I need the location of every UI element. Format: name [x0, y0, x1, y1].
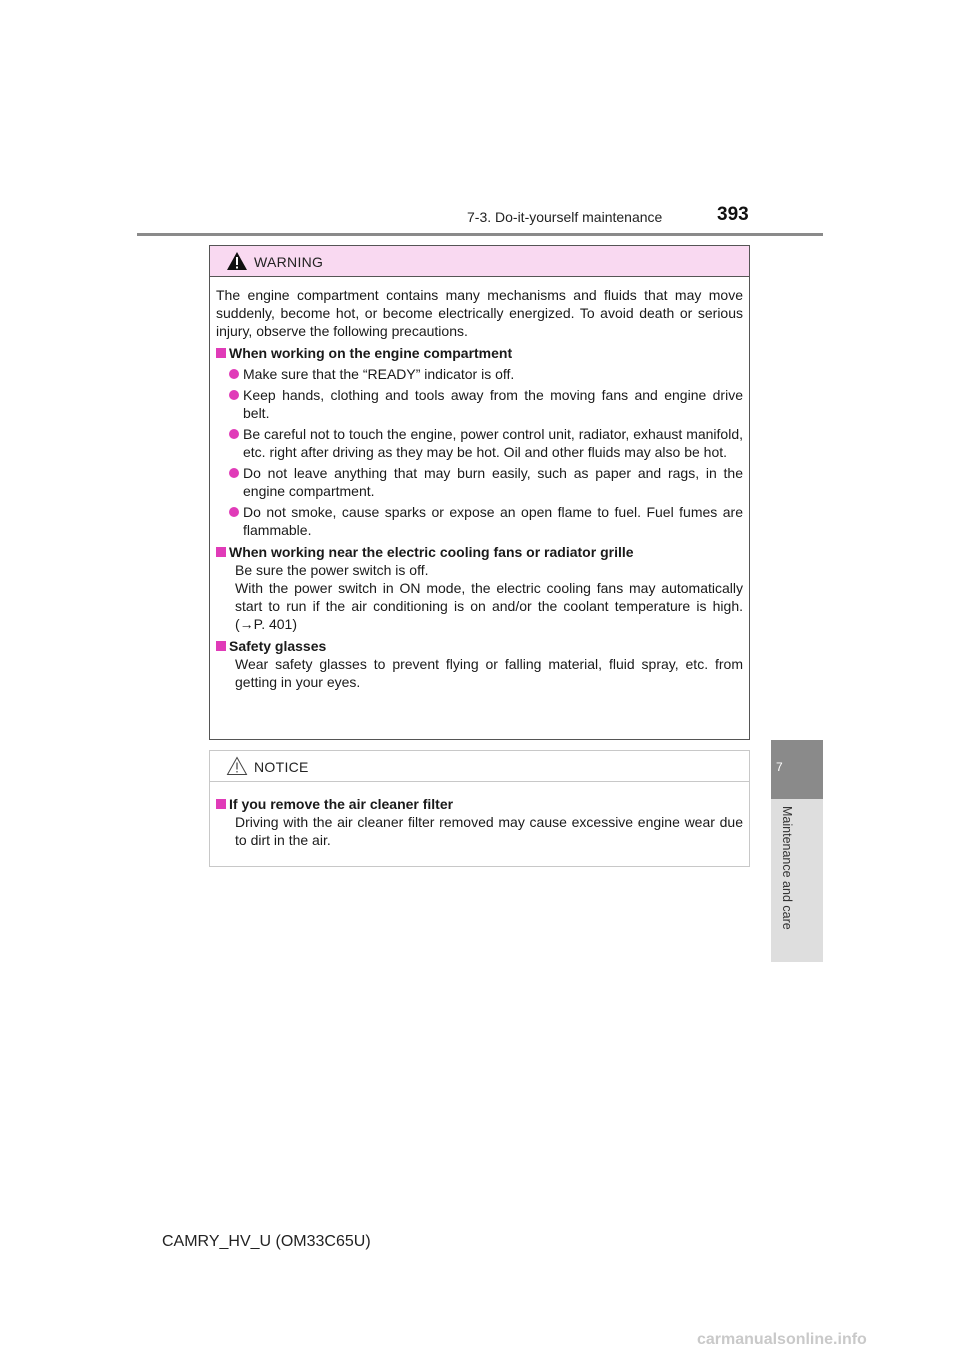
warning-body	[210, 277, 749, 691]
notice-triangle-icon	[226, 756, 248, 776]
warning-header	[210, 246, 749, 277]
notice-label: NOTICE	[254, 759, 309, 775]
notice-section-air-cleaner	[216, 795, 743, 813]
notice-box	[209, 750, 750, 867]
warning-triangle-icon	[226, 251, 248, 271]
bullet-dot-icon	[229, 429, 239, 439]
bullet-dot-icon	[229, 390, 239, 400]
page-number: 393	[717, 204, 749, 225]
section-text: Be sure the power switch is off.	[235, 562, 429, 578]
list-item	[216, 425, 743, 461]
model-code: CAMRY_HV_U (OM33C65U)	[162, 1233, 371, 1250]
section-title-air-cleaner: If you remove the air cleaner filter	[229, 796, 454, 812]
notice-header	[210, 751, 749, 782]
warning-box	[209, 245, 750, 740]
chapter-number: 7	[776, 760, 783, 774]
section-text: With the power switch in ON mode, the electric cooling fans may automatically start to run if the air conditioning is on and/or the coolant temperature is high. (→P. 401)	[235, 580, 743, 632]
section-text: Wear safety glasses to prevent flying or falling material, fluid spray, etc. from getting in your eyes.	[235, 656, 743, 690]
bullet-text: Do not smoke, cause sparks or expose an open flame to fuel. Fuel fumes are flammable.	[243, 504, 743, 538]
list-item	[216, 464, 743, 500]
warning-label: WARNING	[254, 254, 324, 270]
section-square-icon	[216, 799, 226, 809]
section-square-icon	[216, 547, 226, 557]
bullet-text: Do not leave anything that may burn easily, such as paper and rags, in the engine compartment.	[243, 465, 743, 499]
section-title: 7-3. Do-it-yourself maintenance	[467, 209, 663, 225]
bullet-dot-icon	[229, 468, 239, 478]
bullet-text: Be careful not to touch the engine, power control unit, radiator, exhaust manifold, etc. right after driving as they may be hot. Oil and other fluids may also be hot.	[243, 426, 743, 460]
list-item	[216, 386, 743, 422]
bullet-dot-icon	[229, 369, 239, 379]
watermark: carmanualsonline.info	[697, 1331, 867, 1348]
warning-section-safety-glasses	[216, 637, 743, 655]
list-item	[216, 503, 743, 539]
section-title-engine-compartment: When working on the engine compartment	[229, 345, 513, 361]
section-square-icon	[216, 641, 226, 651]
section-text: Driving with the air cleaner filter removed may cause excessive engine wear due to dirt in the air.	[235, 814, 743, 848]
warning-section-cooling-fans	[216, 543, 743, 561]
list-item	[216, 365, 743, 383]
warning-section-engine-compartment	[216, 344, 743, 362]
section-title-safety-glasses: Safety glasses	[229, 638, 327, 654]
bullet-dot-icon	[229, 507, 239, 517]
bullet-text: Keep hands, clothing and tools away from the moving fans and engine drive belt.	[243, 387, 743, 421]
chapter-label: Maintenance and care	[780, 806, 794, 930]
bullet-text: Make sure that the “READY” indicator is off.	[243, 366, 515, 382]
section-square-icon	[216, 348, 226, 358]
notice-body	[210, 782, 749, 849]
header-divider	[137, 233, 823, 236]
section-title-cooling-fans: When working near the electric cooling fans or radiator grille	[229, 544, 634, 560]
warning-intro: The engine compartment contains many mechanisms and fluids that may move suddenly, become hot, or become electrically energized. To avoid death or serious injury, observe the following precautions.	[216, 287, 743, 339]
